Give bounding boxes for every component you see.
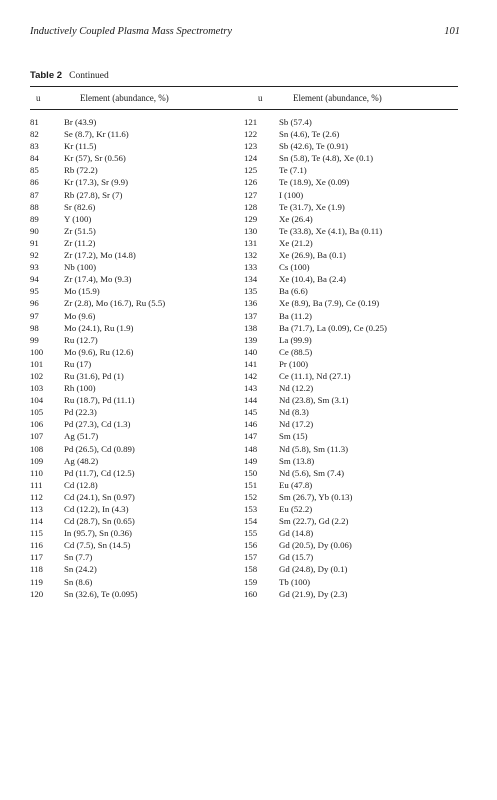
table-row: [244, 152, 387, 164]
mass-number: 86: [30, 177, 39, 188]
mass-number: 111: [30, 479, 43, 490]
mass-number: 105: [30, 407, 44, 418]
table-row: [244, 551, 387, 563]
table-row: [30, 261, 165, 273]
table-row: [244, 249, 387, 261]
mass-number: 131: [244, 237, 258, 248]
element-abundance: Sn (5.8), Te (4.8), Xe (0.1): [279, 153, 374, 164]
element-abundance: Kr (11.5): [64, 141, 97, 152]
mass-number: 103: [30, 383, 44, 394]
table-row: [244, 334, 387, 346]
element-abundance: Cd (24.1), Sn (0.97): [64, 491, 135, 502]
mass-number: 91: [30, 237, 39, 248]
table-row: [30, 201, 165, 213]
element-abundance: Te (7.1): [279, 165, 307, 176]
mass-number: 123: [244, 141, 258, 152]
table-row: [244, 370, 387, 382]
table-row: [244, 503, 387, 515]
table-row: [30, 394, 165, 406]
element-abundance: Xe (10.4), Ba (2.4): [279, 274, 346, 285]
element-abundance: Nd (8.3): [279, 407, 309, 418]
table-row: [30, 249, 165, 261]
mass-number: 121: [244, 117, 258, 127]
mass-number: 118: [30, 564, 43, 575]
element-abundance: La (99.9): [279, 334, 312, 345]
table-top-rule: [30, 86, 458, 87]
table-row: [244, 491, 387, 503]
element-abundance: Sr (82.6): [64, 201, 96, 212]
mass-number: 138: [244, 322, 258, 333]
mass-number: 130: [244, 225, 258, 236]
element-abundance: Nb (100): [64, 262, 97, 273]
mass-number: 82: [30, 129, 39, 140]
element-abundance: Sn (8.6): [64, 576, 93, 587]
element-abundance: Gd (20.5), Dy (0.06): [279, 540, 352, 551]
mass-number: 117: [30, 552, 43, 563]
table-row: [30, 539, 165, 551]
element-abundance: Cd (12.8): [64, 479, 98, 490]
table-row: [30, 176, 165, 188]
mass-number: 116: [30, 540, 43, 551]
table-row: [30, 406, 165, 418]
column-header-element-right: Element (abundance, %): [293, 93, 382, 103]
table-row: [30, 491, 165, 503]
mass-number: 112: [30, 491, 43, 502]
element-abundance: Ag (51.7): [64, 431, 99, 442]
mass-number: 101: [30, 358, 44, 369]
element-abundance: Kr (17.3), Sr (9.9): [64, 177, 129, 188]
table-row: [30, 503, 165, 515]
table-row: [244, 322, 387, 334]
element-abundance: Nd (12.2): [279, 383, 314, 394]
element-abundance: Xe (8.9), Ba (7.9), Ce (0.19): [279, 298, 380, 309]
table-caption: [30, 70, 109, 81]
mass-number: 124: [244, 153, 258, 164]
running-title: Inductively Coupled Plasma Mass Spectrometry: [30, 26, 232, 37]
table-row: [244, 479, 387, 491]
mass-number: 95: [30, 286, 39, 297]
element-abundance: Sn (7.7): [64, 552, 93, 563]
element-abundance: Eu (47.8): [279, 479, 313, 490]
mass-number: 160: [244, 588, 258, 599]
table-row: [30, 285, 165, 297]
mass-number: 137: [244, 310, 258, 321]
element-abundance: Mo (9.6): [64, 310, 96, 321]
element-abundance: Cs (100): [279, 262, 310, 273]
mass-number: 128: [244, 201, 258, 212]
table-row: [244, 201, 387, 213]
element-abundance: Xe (21.2): [279, 237, 313, 248]
element-abundance: Sm (15): [279, 431, 308, 442]
element-abundance: Sn (32.6), Te (0.095): [64, 588, 138, 599]
element-abundance: Sm (22.7), Gd (2.2): [279, 516, 349, 527]
element-abundance: Se (8.7), Kr (11.6): [64, 129, 129, 140]
mass-number: 120: [30, 588, 44, 599]
mass-number: 147: [244, 431, 258, 442]
table-row: [244, 430, 387, 442]
mass-number: 132: [244, 250, 258, 261]
element-abundance: Pd (22.3): [64, 407, 97, 418]
table-row: [30, 430, 165, 442]
mass-number: 150: [244, 467, 258, 478]
mass-number: 122: [244, 129, 258, 140]
table-row: [244, 394, 387, 406]
mass-number: 114: [30, 516, 43, 527]
element-abundance: Rb (27.8), Sr (7): [64, 189, 123, 200]
element-abundance: Mo (24.1), Ru (1.9): [64, 322, 134, 333]
mass-number: 84: [30, 153, 39, 164]
table-row: [30, 310, 165, 322]
mass-number: 134: [244, 274, 258, 285]
table-row: [244, 563, 387, 575]
mass-number: 142: [244, 370, 258, 381]
element-abundance: Kr (57), Sr (0.56): [64, 153, 126, 164]
element-abundance: Gd (21.9), Dy (2.3): [279, 588, 348, 599]
table-row: [244, 588, 387, 600]
mass-number: 88: [30, 201, 39, 212]
mass-number: 148: [244, 443, 258, 454]
element-abundance: Pd (26.5), Cd (0.89): [64, 443, 135, 454]
table-row: [244, 467, 387, 479]
element-abundance: Sm (26.7), Yb (0.13): [279, 491, 353, 502]
mass-number: 90: [30, 225, 39, 236]
mass-number: 97: [30, 310, 39, 321]
mass-number: 140: [244, 346, 258, 357]
mass-number: 127: [244, 189, 258, 200]
table-row: [30, 213, 165, 225]
table-row: [30, 370, 165, 382]
element-abundance: Pd (27.3), Cd (1.3): [64, 419, 131, 430]
mass-number: 125: [244, 165, 258, 176]
mass-number: 139: [244, 334, 258, 345]
mass-number: 115: [30, 528, 43, 539]
mass-number: 153: [244, 504, 258, 514]
table-row: [30, 443, 165, 455]
mass-number: 113: [30, 504, 43, 514]
element-abundance: Zr (11.2): [64, 237, 96, 248]
mass-number: 159: [244, 576, 258, 587]
table-row: [30, 455, 165, 467]
element-abundance: Y (100): [64, 213, 92, 224]
table-row: [30, 576, 165, 588]
mass-number: 94: [30, 274, 39, 285]
element-abundance: Cd (12.2), In (4.3): [64, 504, 129, 514]
element-abundance: Sn (24.2): [64, 564, 97, 575]
table-row: [244, 346, 387, 358]
element-abundance: I (100): [279, 189, 304, 200]
table-row: [244, 358, 387, 370]
mass-number: 151: [244, 479, 258, 490]
table-row: [244, 225, 387, 237]
mass-number: 85: [30, 165, 39, 176]
element-abundance: Sb (42.6), Te (0.91): [279, 141, 349, 152]
table-row: [244, 128, 387, 140]
mass-number: 109: [30, 455, 44, 466]
table-row: [244, 539, 387, 551]
table-row: [244, 443, 387, 455]
table-row: [30, 527, 165, 539]
element-abundance: Ce (88.5): [279, 346, 313, 357]
element-abundance: Tb (100): [279, 576, 311, 587]
table-row: [30, 467, 165, 479]
table-row: [244, 297, 387, 309]
element-abundance: Sn (4.6), Te (2.6): [279, 129, 340, 140]
table-row: [30, 273, 165, 285]
table-right-column: [244, 116, 387, 600]
table-row: [30, 237, 165, 249]
element-abundance: Xe (26.9), Ba (0.1): [279, 250, 346, 261]
mass-number: 81: [30, 117, 39, 127]
page-number: 101: [444, 26, 460, 37]
mass-number: 92: [30, 250, 39, 261]
mass-number: 93: [30, 262, 39, 273]
element-abundance: Ba (6.6): [279, 286, 308, 297]
mass-number: 89: [30, 213, 39, 224]
table-row: [244, 515, 387, 527]
element-abundance: Br (43.9): [64, 117, 97, 127]
mass-number: 136: [244, 298, 258, 309]
mass-number: 135: [244, 286, 258, 297]
element-abundance: Te (31.7), Xe (1.9): [279, 201, 345, 212]
element-abundance: Sb (57.4): [279, 117, 312, 127]
element-abundance: Nd (5.8), Sm (11.3): [279, 443, 349, 454]
table-row: [30, 551, 165, 563]
mass-number: 145: [244, 407, 258, 418]
table-caption-text: Continued: [69, 71, 109, 81]
table-row: [244, 237, 387, 249]
table-row: [30, 382, 165, 394]
mass-number: 100: [30, 346, 44, 357]
table-header-rule: [30, 109, 458, 110]
mass-number: 152: [244, 491, 258, 502]
element-abundance: Ce (11.1), Nd (27.1): [279, 370, 351, 381]
mass-number: 110: [30, 467, 43, 478]
mass-number: 126: [244, 177, 258, 188]
mass-number: 129: [244, 213, 258, 224]
table-row: [244, 576, 387, 588]
mass-number: 107: [30, 431, 44, 442]
element-abundance: Xe (26.4): [279, 213, 313, 224]
table-row: [30, 515, 165, 527]
element-abundance: Nd (17.2): [279, 419, 314, 430]
element-abundance: Pr (100): [279, 358, 309, 369]
element-abundance: Pd (11.7), Cd (12.5): [64, 467, 135, 478]
element-abundance: Ru (31.6), Pd (1): [64, 370, 124, 381]
table-row: [244, 406, 387, 418]
mass-number: 98: [30, 322, 39, 333]
element-abundance: Gd (15.7): [279, 552, 314, 563]
table-row: [30, 334, 165, 346]
element-abundance: Mo (15.9): [64, 286, 100, 297]
element-abundance: Te (18.9), Xe (0.09): [279, 177, 350, 188]
element-abundance: Cd (7.5), Sn (14.5): [64, 540, 131, 551]
element-abundance: Nd (23.8), Sm (3.1): [279, 395, 349, 406]
element-abundance: Zr (51.5): [64, 225, 96, 236]
element-abundance: Ba (11.2): [279, 310, 312, 321]
mass-number: 87: [30, 189, 39, 200]
table-row: [30, 418, 165, 430]
mass-number: 141: [244, 358, 258, 369]
mass-number: 133: [244, 262, 258, 273]
table-row: [30, 140, 165, 152]
element-abundance: Zr (17.2), Mo (14.8): [64, 250, 136, 261]
element-abundance: Rb (72.2): [64, 165, 98, 176]
column-header-element-left: Element (abundance, %): [80, 93, 169, 103]
mass-number: 146: [244, 419, 258, 430]
element-abundance: Zr (17.4), Mo (9.3): [64, 274, 132, 285]
mass-number: 155: [244, 528, 258, 539]
element-abundance: Rh (100): [64, 383, 96, 394]
running-header: [30, 26, 460, 42]
mass-number: 157: [244, 552, 258, 563]
element-abundance: Zr (2.8), Mo (16.7), Ru (5.5): [64, 298, 166, 309]
table-row: [244, 189, 387, 201]
table-row: [244, 310, 387, 322]
mass-number: 143: [244, 383, 258, 394]
table-row: [244, 455, 387, 467]
element-abundance: Sm (13.8): [279, 455, 315, 466]
table-row: [30, 128, 165, 140]
table-label: Table 2: [30, 70, 63, 81]
table-row: [244, 261, 387, 273]
table-row: [244, 418, 387, 430]
table-row: [30, 297, 165, 309]
element-abundance: Nd (5.6), Sm (7.4): [279, 467, 344, 478]
mass-number: 154: [244, 516, 258, 527]
element-abundance: Ba (71.7), La (0.09), Ce (0.25): [279, 322, 387, 333]
mass-number: 99: [30, 334, 39, 345]
table-row: [30, 346, 165, 358]
element-abundance: Cd (28.7), Sn (0.65): [64, 516, 135, 527]
mass-number: 83: [30, 141, 39, 152]
table-row: [244, 213, 387, 225]
table-row: [244, 527, 387, 539]
mass-number: 149: [244, 455, 258, 466]
table-row: [244, 176, 387, 188]
table-row: [30, 116, 165, 128]
mass-number: 96: [30, 298, 39, 309]
table-row: [244, 116, 387, 128]
table-row: [244, 285, 387, 297]
mass-number: 158: [244, 564, 258, 575]
table-row: [30, 563, 165, 575]
table-row: [244, 273, 387, 285]
mass-number: 119: [30, 576, 43, 587]
mass-number: 156: [244, 540, 258, 551]
mass-number: 144: [244, 395, 258, 406]
element-abundance: Gd (14.8): [279, 528, 314, 539]
table-row: [244, 140, 387, 152]
table-row: [30, 164, 165, 176]
table-row: [30, 225, 165, 237]
table-row: [244, 382, 387, 394]
column-header-u-right: u: [258, 93, 263, 103]
element-abundance: Ru (17): [64, 358, 92, 369]
table-row: [30, 322, 165, 334]
element-abundance: Gd (24.8), Dy (0.1): [279, 564, 348, 575]
table-row: [30, 152, 165, 164]
element-abundance: Te (33.8), Xe (4.1), Ba (0.11): [279, 225, 383, 236]
element-abundance: Eu (52.2): [279, 504, 313, 514]
column-header-u-left: u: [36, 93, 41, 103]
element-abundance: Ru (12.7): [64, 334, 98, 345]
element-abundance: Mo (9.6), Ru (12.6): [64, 346, 134, 357]
table-row: [30, 189, 165, 201]
element-abundance: In (95.7), Sn (0.36): [64, 528, 132, 539]
mass-number: 108: [30, 443, 44, 454]
table-row: [30, 479, 165, 491]
mass-number: 104: [30, 395, 44, 406]
table-left-column: [30, 116, 165, 600]
table-row: [244, 164, 387, 176]
element-abundance: Ag (48.2): [64, 455, 99, 466]
mass-number: 106: [30, 419, 44, 430]
mass-number: 102: [30, 370, 44, 381]
element-abundance: Ru (18.7), Pd (11.1): [64, 395, 135, 406]
table-row: [30, 588, 165, 600]
table-row: [30, 358, 165, 370]
